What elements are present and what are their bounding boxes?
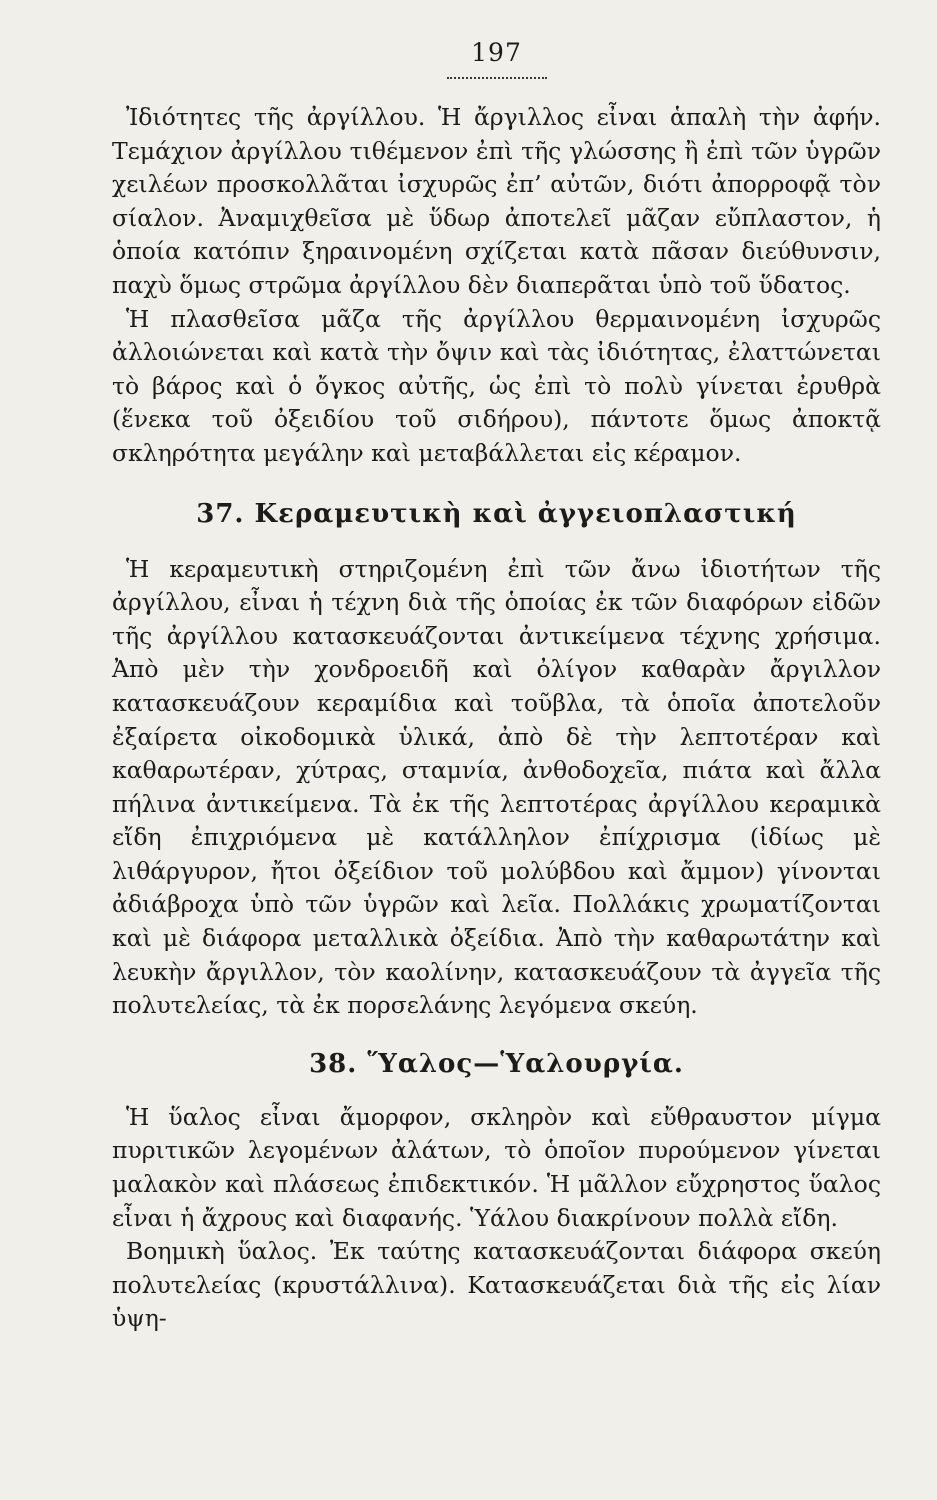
paragraph-clay-properties: Ἰδιότητες τῆς ἀργίλλου. Ἡ ἄργιλλος εἶναι ἁπαλὴ τὴν ἀφήν. Τεμάχιον ἀργίλλου τιθέμενον ἐπὶ τῆς γλώσσης ἢ ἐπὶ τῶν ὑγρῶν χειλέων προσκολλᾶται ἰσχυρῶς ἐπ’ αὐτῶν, διότι ἀπορροφᾷ τὸν σίαλον. Ἀναμιχθεῖσα μὲ ὕδωρ ἀποτελεῖ μᾶζαν εὔπλαστον, ἡ ὁποία κατόπιν ξηραινομένη σχίζεται κατὰ πᾶσαν διεύθυνσιν, παχὺ ὅμως στρῶμα ἀργίλλου δὲν διαπερᾶται ὑπὸ τοῦ ὕδατος. <box>112 103 881 299</box>
section-37-heading: 37. Κεραμευτικὴ καὶ ἀγγειοπλαστική <box>196 498 797 529</box>
paragraph-glass-definition: Ἡ ὕαλος εἶναι ἄμορφον, σκληρὸν καὶ εὔθραυστον μίγμα πυριτικῶν λεγομένων ἀλάτων, τὸ ὁποῖον πυρούμενον γίνεται μαλακὸν καὶ πλάσεως ἐπιδεκτικόν. Ἡ μᾶλλον εὔχρηστος ὕαλος εἶναι ἡ ἄχρους καὶ διαφανής. Ὑάλου διακρίνουν πολλὰ εἴδη. <box>112 1102 881 1232</box>
section-38-heading: 38. Ὕαλος—Ὑαλουργία. <box>309 1048 684 1079</box>
paragraph-bohemian-glass: Βοημικὴ ὕαλος. Ἐκ ταύτης κατασκευάζονται διάφορα σκεύη πολυτελείας (κρυστάλλινα). Κατασκευάζεται διὰ τῆς εἰς λίαν ὑψη- <box>112 1237 881 1333</box>
page-number: 197 <box>471 38 522 67</box>
paragraph-ceramics: Ἡ κεραμευτικὴ στηριζομένη ἐπὶ τῶν ἄνω ἰδιοτήτων τῆς ἀργίλλου, εἶναι ἡ τέχνη διὰ τῆς ὁποίας ἐκ τῶν διαφόρων εἰδῶν τῆς ἀργίλλου κατασκευάζονται ἀντικείμενα τέχνης χρήσιμα. Ἀπὸ μὲν τὴν χονδροειδῆ καὶ ὀλίγον καθαρὰν ἄργιλλον κατασκευάζουν κεραμίδια καὶ τοῦβλα, τὰ ὁποῖα ἀποτελοῦν ἐξαίρετα οἰκοδομικὰ ὑλικά, ἀπὸ δὲ τὴν λεπτοτέραν καὶ καθαρωτέραν, χύτρας, σταμνία, ἀνθοδοχεῖα, πιάτα καὶ ἄλλα πήλινα ἀντικείμενα. Τὰ ἐκ τῆς λεπτοτέρας ἀργίλλου κεραμικὰ εἴδη ἐπιχριόμενα μὲ κατάλληλον ἐπίχρισμα (ἰδίως μὲ λιθάργυρον, ἤτοι ὀξείδιον τοῦ μολύβδου καὶ ἄμμον) γίνονται ἀδιάβροχα ὑπὸ τῶν ὑγρῶν καὶ λεῖα. Πολλάκις χρωματίζονται καὶ μὲ διάφορα μεταλλικὰ ὀξείδια. Ἀπὸ τὴν καθαρωτάτην καὶ λευκὴν ἄργιλλον, τὸν καολίνην, κατασκευάζουν τὰ ἀγγεῖα τῆς πολυτελείας, τὰ ἐκ πορσελάνης λεγόμενα σκεύη. <box>112 554 881 1020</box>
paragraph-clay-heating: Ἡ πλασθεῖσα μᾶζα τῆς ἀργίλλου θερμαινομένη ἰσχυρῶς ἀλλοιώνεται καὶ κατὰ τὴν ὄψιν καὶ τὰς ἰδιότητας, ἐλαττώνεται τὸ βάρος καὶ ὁ ὄγκος αὐτῆς, ὡς ἐπὶ τὸ πολὺ γίνεται ἐρυθρὰ (ἕνεκα τοῦ ὀξειδίου τοῦ σιδήρου), πάντοτε ὅμως ἀποκτᾷ σκληρότητα μεγάλην καὶ μεταβάλλεται εἰς κέραμον. <box>112 304 881 467</box>
page-number-rule <box>447 77 547 79</box>
